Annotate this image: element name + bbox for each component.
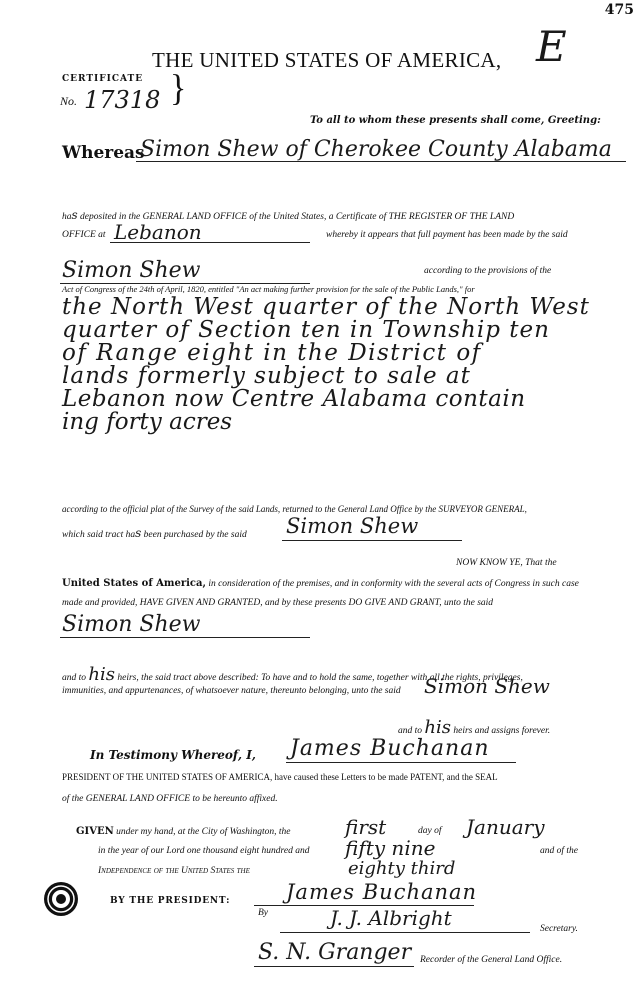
consideration-line [62,578,579,589]
recorder-label: Recorder of the General Land Office. [420,955,563,965]
has-mark: s [71,208,78,222]
land-description-line: ing forty acres [62,409,233,435]
has-prefix: ha [62,212,72,222]
purchase-text-b: been purchased by the said [143,530,247,540]
purchase-mark: s [135,526,142,540]
certificate-no-label: No. [60,94,78,108]
consideration-text: in consideration of the premises, and in conformity with the several acts of Congress in such case [208,579,579,589]
given-month: January [466,815,545,839]
now-know-ye: NOW KNOW YE, That the [456,558,557,568]
and-of-the: and of the [540,846,578,856]
recorder-signature: S. N. Granger [258,940,412,965]
certificate-label: CERTIFICATE [62,74,144,84]
provisions-text: according to the provisions of the [424,266,552,276]
office-place: Lebanon [114,220,202,244]
whereas-underline [136,161,626,162]
president-line: PRESIDENT OF THE UNITED STATES OF AMERICA, have caused these Letters to be made PATENT, and the SEAL [62,772,498,782]
heirs-pronoun: his [88,664,115,685]
survey-line: according to the official plat of the Survey of the said Lands, returned to the General Land Office by the SURVEYOR GENERAL, [62,504,527,514]
document-title: THE UNITED STATES OF AMERICA, [152,48,502,72]
certificate-number: 17318 [84,86,161,114]
purchase-line [62,526,247,540]
by-label: By [258,908,269,918]
by-the-president: BY THE PRESIDENT: [110,896,231,906]
corner-letter: E [536,22,567,71]
independence-text: Independence of the United States the [98,866,250,876]
land-description-line: quarter of Section ten in Township ten [62,317,550,343]
whereas-entry: Simon Shew of Cherokee County Alabama [140,137,612,162]
whereas-label: Whereas [62,143,145,163]
land-description-line: of Range eight in the District of [62,340,482,366]
given-label: GIVEN [76,826,114,837]
forever-text: heirs and assigns forever. [453,726,551,736]
page-number: 475 [604,2,634,18]
year-text: in the year of our Lord one thousand eight hundred and [98,846,310,856]
heirs-text: heirs, the said tract above described: To have and to hold the same, together with all the rights, privileges, [117,673,523,683]
given-day: first [345,815,387,839]
united-states-label: United States of America, [62,578,206,589]
secretary-signature-line [280,932,530,933]
testimony-label: In Testimony Whereof, I, [90,748,256,762]
given-text: under my hand, at the City of Washington, the [116,827,291,837]
act-line: Act of Congress of the 24th of April, 1820, entitled "An act making further provision for the sale of the Public Lands," for [62,284,475,294]
made-provided-line: made and provided, HAVE GIVEN AND GRANTED, and by these presents DO GIVE AND GRANT, unto the said [62,598,494,608]
recorder-signature-line [254,966,414,967]
land-description-line: Lebanon now Centre Alabama contain [62,386,526,412]
office-underline [110,242,310,243]
secretary-signature: J. J. Albright [330,906,452,930]
given-line [76,826,290,837]
purchase-text-a: which said tract ha [62,530,136,540]
seal-line: of the GENERAL LAND OFFICE to be hereunto affixed. [62,794,278,804]
general-land-office-seal [42,880,80,923]
secretary-label: Secretary. [540,924,578,934]
heirs-and-to: and to [62,673,87,683]
independence-year: eighty third [348,858,456,879]
land-description-line: lands formerly subject to sale at [62,363,471,389]
office-at-label: OFFICE at [62,230,106,240]
immunities-line: immunities, and appurtenances, of whatsoever nature, thereunto belonging, unto the said [62,686,401,696]
grantee-underline [60,637,310,638]
testimony-president-name: James Buchanan [290,736,490,761]
heirs-forever-line [398,717,550,738]
given-year: fifty nine [345,836,436,860]
whereby-text: whereby it appears that full payment has been made by the said [326,230,568,240]
testimony-underline [286,762,516,763]
land-description-line: the North West quarter of the North West [62,294,590,320]
purchaser-underline [282,540,462,541]
grantee-name: Simon Shew [62,612,201,637]
immunities-name: Simon Shew [424,674,550,698]
greeting: To all to whom these presents shall come, Greeting: [310,115,601,126]
purchaser-name: Simon Shew [286,514,419,538]
forever-pronoun: his [424,717,451,738]
president-signature: James Buchanan [286,880,478,904]
day-of-label: day of [418,826,442,836]
deposit-text: deposited in the GENERAL LAND OFFICE of the United States, a Certificate of THE REGISTER OF THE LAND [80,212,515,222]
forever-and-to: and to [398,726,423,736]
payer-name: Simon Shew [62,258,201,283]
bracket-mark: } [170,68,187,109]
